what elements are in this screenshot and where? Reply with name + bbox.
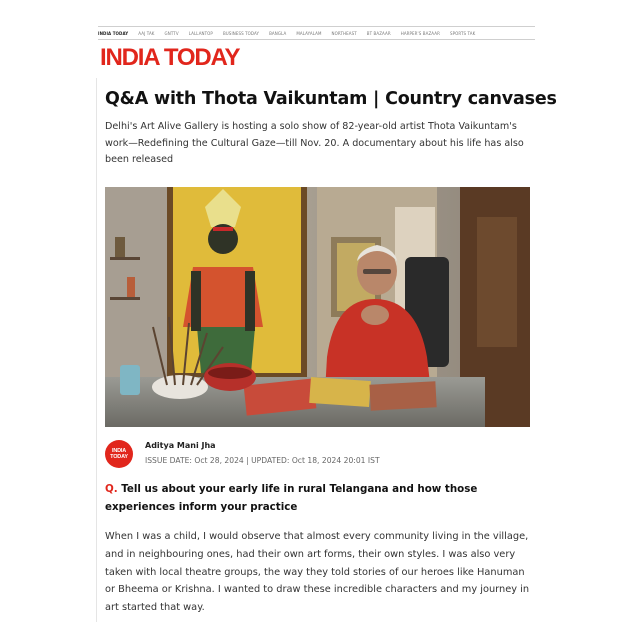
nav-item-bt-bazaar[interactable]: BT BAZAAR [366, 30, 391, 36]
nav-item-lallantop[interactable]: LALLANTOP [188, 30, 213, 36]
artist-photo-illustration [105, 187, 530, 427]
nav-item-harpers-bazaar[interactable]: HARPER'S BAZAAR [400, 30, 440, 36]
nav-item-aaj-tak[interactable]: AAJ TAK [138, 30, 155, 36]
article-dates: ISSUE DATE: Oct 28, 2024 | UPDATED: Oct 18, 2024 20:01 IST [145, 456, 380, 465]
nav-item-sports-tak[interactable]: SPORTS TAK [449, 30, 476, 36]
question-paragraph [105, 481, 530, 516]
nav-item-northeast[interactable]: NORTHEAST [331, 30, 357, 36]
nav-item-india-today[interactable]: INDIA TODAY [98, 30, 129, 36]
author-avatar-logo [105, 440, 133, 468]
author-name[interactable]: Aditya Mani Jha [145, 441, 216, 450]
nav-item-malayalam[interactable]: MALAYALAM [296, 30, 322, 36]
question-text: Tell us about your early life in rural Telangana and how those experiences inform your practice [105, 483, 478, 513]
nav-item-business-today[interactable]: BUSINESS TODAY [222, 30, 260, 36]
network-nav [98, 26, 535, 40]
content-divider [96, 78, 97, 622]
avatar-logo-line1: INDIA [112, 448, 126, 454]
india-today-logo[interactable]: INDIA TODAY [100, 44, 240, 71]
nav-item-gnttv[interactable]: GNTTV [164, 30, 179, 36]
answer-paragraph: When I was a child, I would observe that almost every community living in the village, and in neighbouring ones, had their own art forms, their own styles. I was also very taken with local theatre groups, the way they told stories of our heroes like Hanuman or Bheema or Krishna. I wanted to draw these incredible characters and my journey in art started that way. [105, 531, 530, 614]
article-headline: Q&A with Thota Vaikuntam | Country canvases [105, 89, 557, 109]
question-prefix: Q. [105, 483, 118, 495]
nav-item-bangla[interactable]: BANGLA [269, 30, 287, 36]
hero-image [105, 187, 530, 427]
avatar-logo-line2: TODAY [110, 454, 128, 460]
article-subhead: Delhi's Art Alive Gallery is hosting a solo show of 82-year-old artist Thota Vaikuntam's work—Redefining the Cultural Gaze—till Nov. 20. A documentary about his life has also been released [105, 121, 524, 165]
